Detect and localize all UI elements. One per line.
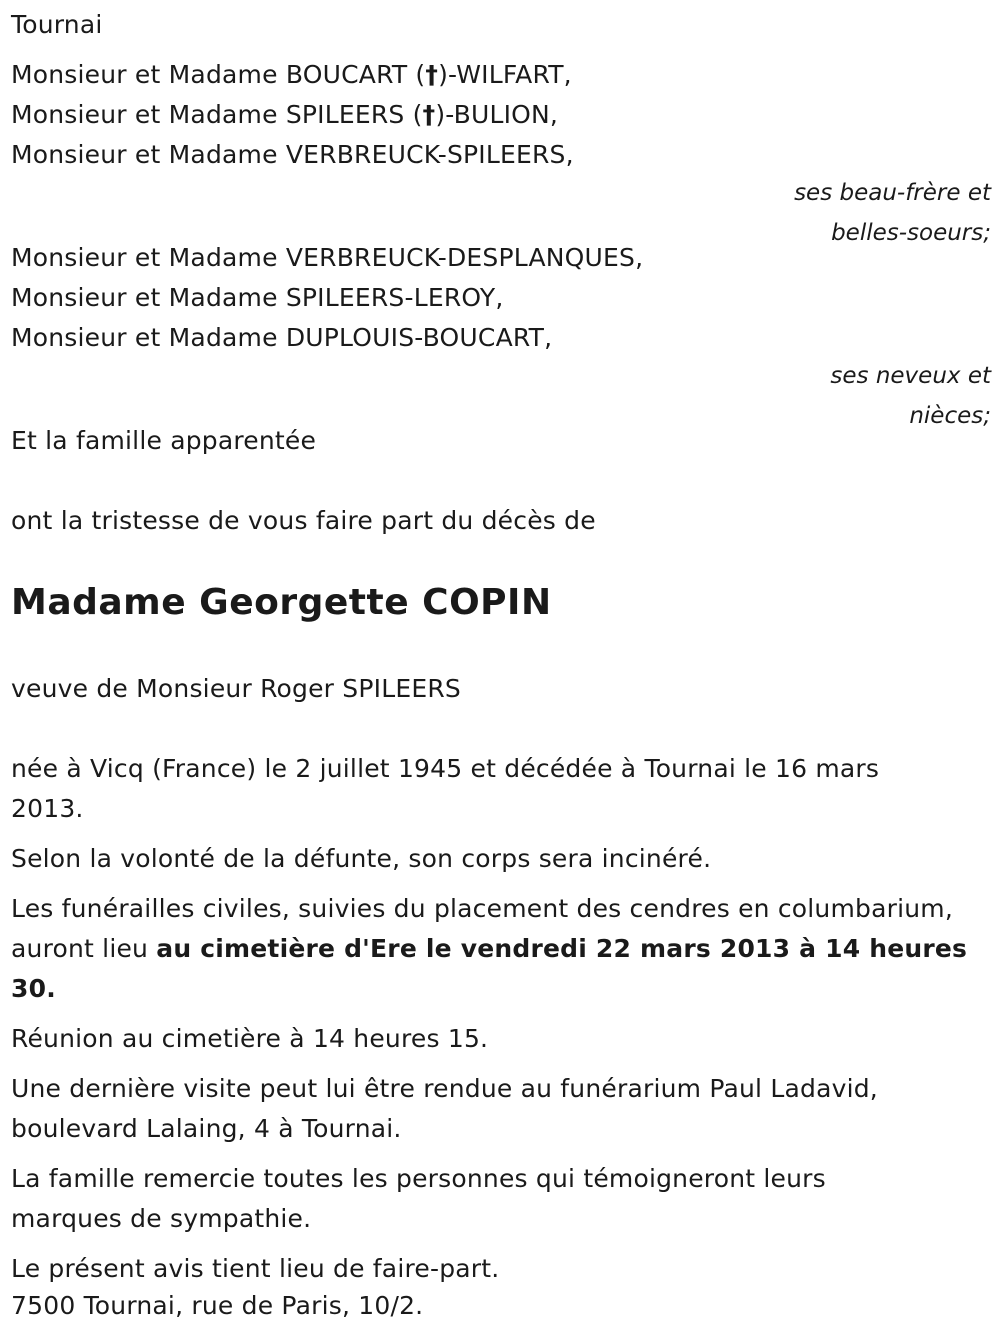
meeting-paragraph: Réunion au cimetière à 14 heures 15. [11,1024,489,1053]
thanks-paragraph: La famille remercie toutes les personnes qui témoigneront leurs marques de sympathie. [11,1164,826,1233]
relation-label: nièces; [909,403,991,429]
family-line: Monsieur et Madame DUPLOUIS-BOUCART, [11,323,553,352]
announcement: ont la tristesse de vous faire part du décès de [11,506,596,535]
funeral-details: au cimetière d'Ere le vendredi 22 mars 2013 à 14 heures 30. [11,934,968,1003]
family-group-1 [11,55,991,253]
family-line: Monsieur et Madame BOUCART (†)-WILFART, [11,60,572,89]
cross-symbol: † [425,60,439,89]
notice-paragraph: Le présent avis tient lieu de faire-part. [11,1254,500,1283]
cremation-paragraph: Selon la volonté de la défunte, son corps sera incinéré. [11,844,712,873]
family-line: Monsieur et Madame SPILEERS-LEROY, [11,283,504,312]
cross-symbol: † [422,100,436,129]
deceased-name: Madame Georgette COPIN [11,582,552,623]
family-line: Monsieur et Madame SPILEERS (†)-BULION, [11,100,559,129]
extended-family: Et la famille apparentée [11,426,317,455]
city: Tournai [11,10,103,39]
relation-label: ses beau-frère et [794,180,991,206]
relation-label: belles-soeurs; [831,220,991,246]
funeral-paragraph: Les funérailles civiles, suivies du placement des cendres en columbarium, auront lieu au cimetière d'Ere le vendredi 22 mars 2013 à 14 heures 30. [11,894,968,1003]
relation-label: ses neveux et [830,363,991,389]
family-group-2 [11,238,991,436]
birth-death-paragraph: née à Vicq (France) le 2 juillet 1945 et décédée à Tournai le 16 mars 2013. [11,754,880,823]
widow-of: veuve de Monsieur Roger SPILEERS [11,674,461,703]
family-line: Monsieur et Madame VERBREUCK-DESPLANQUES, [11,243,644,272]
obituary-body [11,749,991,1289]
visit-paragraph: Une dernière visite peut lui être rendue au funérarium Paul Ladavid, boulevard Lalaing, 4 à Tournai. [11,1074,878,1143]
family-line: Monsieur et Madame VERBREUCK-SPILEERS, [11,140,574,169]
address: 7500 Tournai, rue de Paris, 10/2. [11,1291,424,1320]
